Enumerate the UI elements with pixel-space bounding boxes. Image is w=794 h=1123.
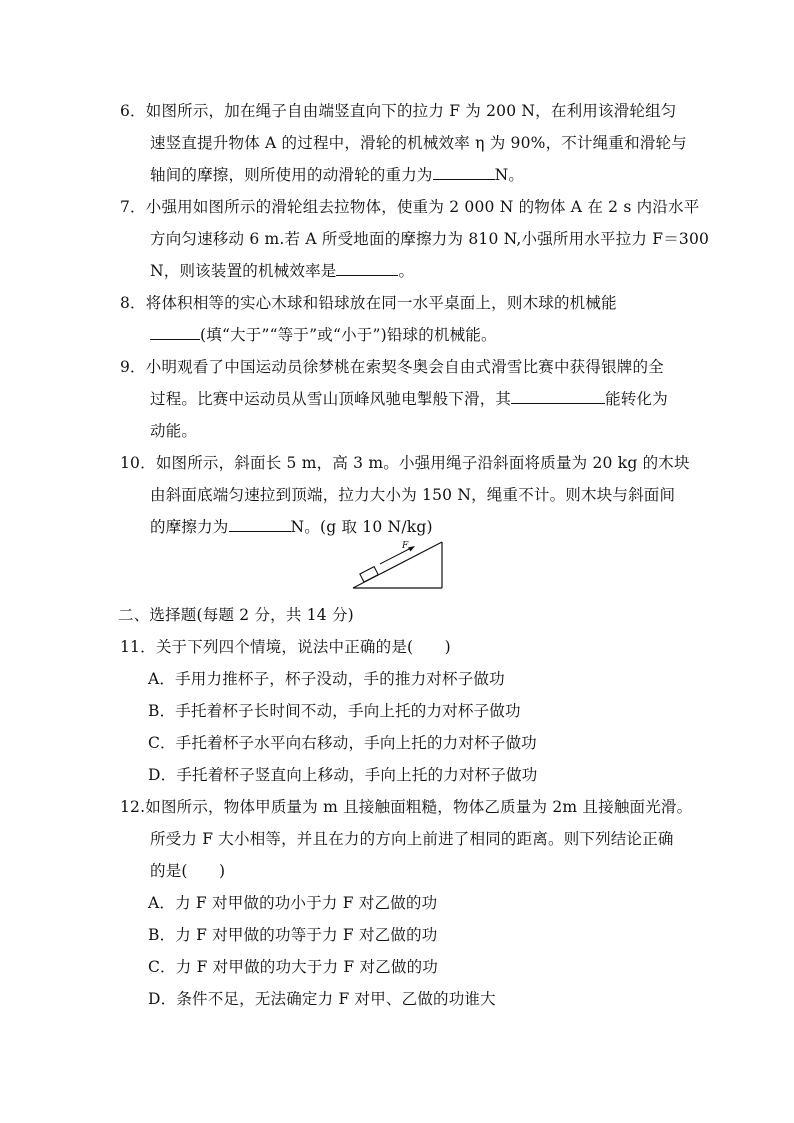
q8-line-2 (150, 325, 497, 345)
q11-stem: 11．关于下列四个情境，说法中正确的是( ) (120, 638, 451, 656)
q7-end: 。 (398, 262, 415, 280)
q12-option-c[interactable]: C．力 F 对甲做的功大于力 F 对乙做的功 (148, 958, 438, 976)
q9-line-2 (150, 389, 668, 409)
q11-option-a[interactable]: A．手用力推杯子，杯子没动，手的推力对杯子做功 (148, 670, 505, 688)
q6-line-3 (150, 165, 524, 185)
q9-answer-blank[interactable] (511, 389, 605, 404)
q6-unit: N。 (494, 166, 525, 184)
q12-option-b[interactable]: B．力 F 对甲做的功等于力 F 对乙做的功 (148, 926, 438, 944)
q9-line-3: 动能。 (150, 422, 198, 440)
q10-line-2: 由斜面底端匀速拉到顶端，拉力大小为 150 N，绳重不计。则木块与斜面间 (150, 486, 676, 504)
q12-option-a[interactable]: A．力 F 对甲做的功小于力 F 对乙做的功 (148, 894, 438, 912)
q10-line-3 (150, 517, 433, 537)
q11-option-b[interactable]: B．手托着杯子长时间不动，手向上托的力对杯子做功 (148, 702, 521, 720)
wood-block (360, 567, 378, 582)
q10-text: 的摩擦力为 (150, 518, 229, 536)
q11-option-d[interactable]: D．手托着杯子竖直向上移动，手向上托的力对杯子做功 (148, 766, 538, 784)
q9-text-end: 能转化为 (605, 390, 668, 408)
q9-line-1: 9．小明观看了中国运动员徐梦桃在索契冬奥会自由式滑雪比赛中获得银牌的全 (120, 358, 664, 376)
q11-option-c[interactable]: C．手托着杯子水平向右移动，手向上托的力对杯子做功 (148, 734, 537, 752)
section-heading: 二、选择题(每题 2 分，共 14 分) (118, 606, 354, 624)
q7-line-1: 7．小强用如图所示的滑轮组去拉物体，使重为 2 000 N 的物体 A 在 2 s 内沿水平 (120, 198, 700, 216)
q7-line-2: 方向匀速移动 6 m.若 A 所受地面的摩擦力为 810 N,小强所用水平拉力 F＝300 (150, 230, 710, 248)
q12-line-3: 的是( ) (150, 862, 226, 880)
q8-text: (填“大于”“等于”或“小于”)铅球的机械能。 (200, 326, 497, 344)
q6-text: 轴间的摩擦，则所使用的动滑轮的重力为 (150, 166, 433, 184)
q10-text-end: N。(g 取 10 N/kg) (290, 518, 433, 536)
q6-answer-blank[interactable] (433, 165, 495, 180)
q6-line-2: 速竖直提升物体 A 的过程中，滑轮的机械效率 η 为 90%，不计绳重和滑轮与 (150, 134, 687, 152)
incline-diagram (352, 538, 448, 590)
force-arrow-head (408, 546, 415, 552)
q8-line-1: 8．将体积相等的实心木球和铅球放在同一水平桌面上，则木球的机械能 (120, 294, 617, 312)
q10-line-1: 10．如图所示，斜面长 5 m，高 3 m。小强用绳子沿斜面将质量为 20 kg 的木块 (120, 454, 690, 472)
q10-answer-blank[interactable] (229, 517, 291, 532)
q12-option-d[interactable]: D．条件不足，无法确定力 F 对甲、乙做的功谁大 (148, 990, 496, 1008)
q8-answer-blank[interactable] (150, 325, 200, 340)
q7-text: N，则该装置的机械效率是 (150, 262, 337, 280)
q7-answer-blank[interactable] (336, 261, 398, 276)
q6-line-1: 6．如图所示，加在绳子自由端竖直向下的拉力 F 为 200 N，在利用该滑轮组匀 (120, 102, 677, 120)
q9-text: 过程。比赛中运动员从雪山顶峰风驰电掣般下滑，其 (150, 390, 512, 408)
force-label: F (402, 541, 409, 551)
q12-line-2: 所受力 F 大小相等，并且在力的方向上前进了相同的距离。则下列结论正确 (150, 830, 674, 848)
q12-line-1: 12.如图所示，物体甲质量为 m 且接触面粗糙，物体乙质量为 2m 且接触面光滑。 (120, 798, 693, 816)
q7-line-3 (150, 261, 414, 281)
